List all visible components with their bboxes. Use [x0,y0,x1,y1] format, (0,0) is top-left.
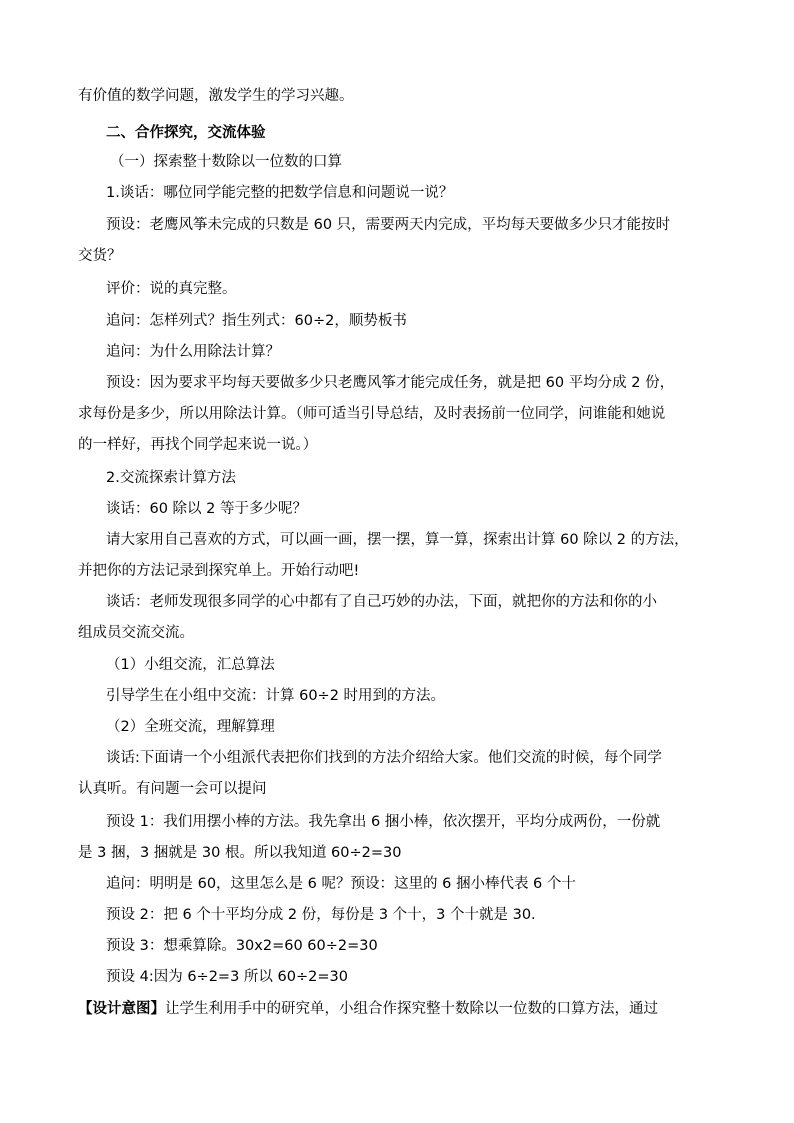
line-text: 认真听。有问题一会可以提问 [78,781,267,797]
text-line-7 [0,311,794,331]
text-line-15 [0,561,794,581]
text-line-11 [0,435,794,455]
line-text: 1.谈话：哪位同学能完整的把数学信息和问题说一说？ [106,185,454,201]
line-text: 谈话：60 除以 2 等于多少呢？ [106,501,308,517]
subsection-heading-1 [0,152,794,172]
line-text: 引导学生在小组中交流：计算 60÷2 时用到的方法。 [106,688,446,704]
design-intent-label: 【设计意图】 [78,1001,165,1017]
text-line-26 [0,905,794,925]
text-line-23 [0,812,794,832]
heading-text: 二、合作探究，交流体验 [106,125,266,141]
heading-text: （一）探索整十数除以一位数的口算 [110,154,342,170]
text-line-9 [0,373,794,393]
line-text: 谈话：老师发现很多同学的心中都有了自己巧妙的办法，下面，就把你的方法和你的小 [106,594,657,610]
line-text: 并把你的方法记录到探究单上。开始行动吧! [78,563,360,579]
line-text: 预设：老鹰风筝未完成的只数是 60 只，需要两天内完成，平均每天要做多少只才能按时 [106,217,671,233]
text-line-12 [0,468,794,488]
line-text: 预设：因为要求平均每天要做多少只老鹰风筝才能完成任务，就是把 60 平均分成 2 份， [106,375,675,391]
text-line-27 [0,936,794,956]
section-heading-cooperative-exploration [0,123,794,143]
text-line-5 [0,246,794,266]
text-line-16 [0,592,794,612]
text-line-25 [0,874,794,894]
text-line-22 [0,779,794,799]
line-text: 2.交流探索计算方法 [106,470,236,486]
line-text: 追问：为什么用除法计算？ [106,344,280,360]
line-text: （1）小组交流，汇总算法 [106,657,275,673]
line-text: 组成员交流交流。 [78,625,194,641]
line-text: 的一样好，再找个同学起来说一说。） [78,437,318,453]
line-text: 请大家用自己喜欢的方式，可以画一画，摆一摆，算一算，探索出计算 60 除以 2 的方法， [106,532,689,548]
line-text: 谈话:下面请一个小组派代表把你们找到的方法介绍给大家。他们交流的时候，每个同学 [106,750,662,766]
design-intent-paragraph [0,999,794,1019]
text-line-6 [0,279,794,299]
text-line-24 [0,843,794,863]
line-text: 是 3 捆，3 捆就是 30 根。所以我知道 60÷2=30 [78,845,402,861]
text-line-8 [0,342,794,362]
line-text: （2）全班交流，理解算理 [106,719,275,735]
text-line-21 [0,748,794,768]
text-line-14 [0,530,794,550]
line-text: 预设 1：我们用摆小棒的方法。我先拿出 6 捆小棒，依次摆开，平均分成两份，一份就 [106,814,661,830]
text-line-13 [0,499,794,519]
text-line-19 [0,686,794,706]
line-text: 追问：怎样列式？指生列式：60÷2，顺势板书 [106,313,407,329]
design-intent-text: 让学生利用手中的研究单，小组合作探究整十数除以一位数的口算方法，通过 [165,1001,658,1017]
line-text: 预设 4:因为 6÷2=3 所以 60÷2=30 [106,969,348,985]
text-line-17 [0,623,794,643]
line-text: 求每份是多少，所以用除法计算。（师可适当引导总结，及时表扬前一位同学，问谁能和她说 [78,406,666,422]
line-text: 评价：说的真完整。 [106,281,237,297]
text-line-10 [0,404,794,424]
line-text: 有价值的数学问题，激发学生的学习兴趣。 [78,88,354,104]
line-text: 预设 3：想乘算除。30x2=60 60÷2=30 [106,938,378,954]
text-line-1 [0,86,794,106]
text-line-28 [0,967,794,987]
text-line-4 [0,215,794,235]
text-line-20 [0,717,794,737]
line-text: 预设 2：把 6 个十平均分成 2 份，每份是 3 个十，3 个十就是 30. [106,907,536,923]
line-text: 交货？ [78,248,122,264]
text-line-3 [0,183,794,203]
line-text: 追问：明明是 60，这里怎么是 6 呢？预设：这里的 6 捆小棒代表 6 个十 [106,876,576,892]
text-line-18 [0,655,794,675]
